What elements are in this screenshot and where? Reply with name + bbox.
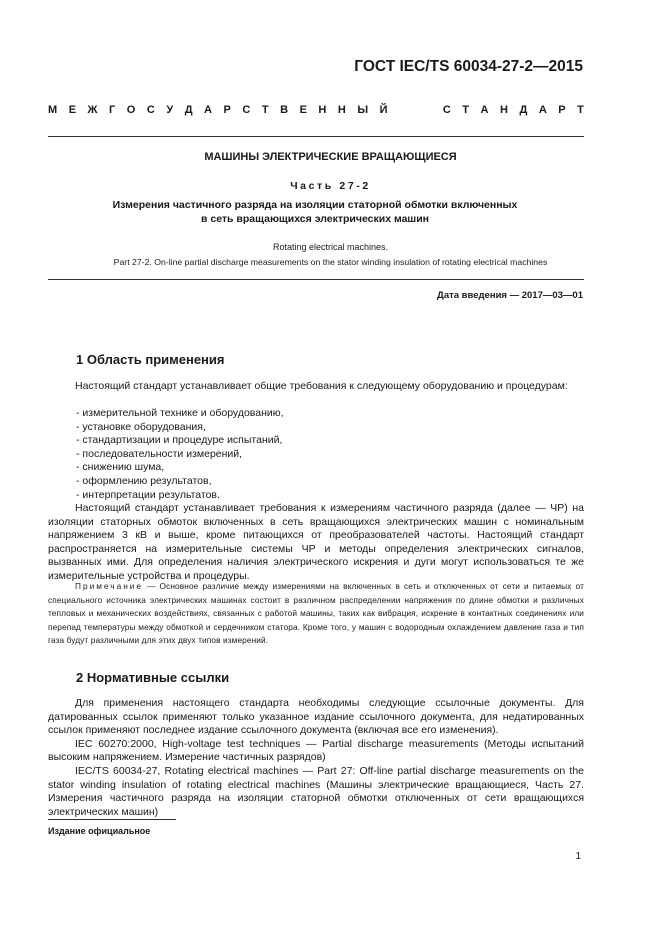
list-item: - установке оборудования, bbox=[76, 420, 206, 433]
banner-letter: Т bbox=[261, 104, 269, 116]
reference-item: IEC/TS 60034-27, Rotating electrical machines — Part 27: Off-line partial discharge measurements on the stator winding insulation of rotating electrical machines (Машины электрические вращающиеся, Часть 27. Измерения частичного разряда на изоляции статорной обмотки отключенных от сети вращающихся электрических машин) bbox=[48, 764, 584, 818]
banner-letter: Т bbox=[577, 104, 584, 116]
banner-letter: Р bbox=[223, 104, 231, 116]
part-number: Часть 27-2 bbox=[290, 180, 371, 192]
official-edition-label: Издание официальное bbox=[48, 826, 151, 836]
banner-letter: А bbox=[204, 104, 212, 116]
list-item: - стандартизации и процедуре испытаний, bbox=[76, 434, 283, 447]
banner-letter: А bbox=[480, 104, 489, 116]
subtitle-line: в сеть вращающихся электрических машин bbox=[200, 213, 429, 225]
banner-letter: Н bbox=[500, 104, 508, 116]
section-1-intro bbox=[48, 380, 584, 394]
note-label: Примечание bbox=[75, 581, 144, 591]
divider-top bbox=[48, 136, 584, 137]
banner-letter: Е bbox=[68, 104, 77, 116]
document-title: МАШИНЫ ЭЛЕКТРИЧЕСКИЕ ВРАЩАЮЩИЕСЯ bbox=[204, 151, 457, 163]
footnote-divider bbox=[48, 819, 176, 820]
subtitle-line: Измерения частичного разряда на изоляции статорной обмотки включенных bbox=[112, 199, 518, 211]
page-number: 1 bbox=[575, 851, 581, 862]
banner-letter: Ж bbox=[87, 104, 98, 116]
banner-letter bbox=[414, 104, 417, 116]
date-introduced: Дата введения — 2017—03—01 bbox=[437, 290, 583, 301]
banner-letter: Н bbox=[318, 104, 327, 116]
banner-letter: Й bbox=[379, 104, 388, 116]
banner-letter bbox=[428, 104, 431, 116]
section-1-heading: 1 Область применения bbox=[76, 352, 225, 367]
list-item: - последовательности измерений, bbox=[76, 447, 243, 460]
banner-letter: С bbox=[146, 104, 155, 116]
banner-letter: А bbox=[538, 104, 547, 116]
banner-letter: С bbox=[242, 104, 251, 116]
banner-letter: Д bbox=[519, 104, 528, 116]
banner-letter bbox=[399, 104, 402, 116]
scope-list bbox=[76, 407, 284, 502]
paragraph: Для применения настоящего стандарта необходимы следующие ссылочные документы. Для датированных ссылок применяют только указанное издание ссылочного документа, для недатированных ссылок применяют последнее издание ссылочного документа (включая все его изменения). bbox=[48, 697, 584, 737]
banner-letter: Р bbox=[558, 104, 566, 116]
note-text: — Основное различие между измерениями на включенных в сеть и отключенных от сети и питаемых от специального источника электрических машинах состоит в различном распределении напряжения по длине обмотки и различных тепловых и механических воздействиях, связанных с работой машины, таких как вибрация, искрение в контактных соединениях или перепад температуры между обмоткой и сердечником статора. Кроме того, у машин с водородным охлаждением давление газа и тип газа будут различными для этих двух типов измерений. bbox=[48, 581, 584, 645]
section-1-body bbox=[48, 502, 584, 584]
english-title-line: Rotating electrical machines. bbox=[272, 242, 389, 252]
banner-letter: Д bbox=[184, 104, 193, 116]
banner-letter: В bbox=[280, 104, 289, 116]
list-item: - измерительной технике и оборудованию, bbox=[76, 407, 284, 419]
banner-letter: О bbox=[126, 104, 136, 116]
section-2-body bbox=[48, 697, 584, 819]
banner-letter: С bbox=[442, 104, 451, 116]
list-item: - оформлению результатов, bbox=[76, 474, 212, 487]
banner-letter: Н bbox=[337, 104, 346, 116]
banner-letter: Т bbox=[462, 104, 470, 116]
banner-letter: Г bbox=[109, 104, 116, 116]
english-title-line: Part 27-2. On-line partial discharge measurements on the stator winding insulation of rotating electrical machines bbox=[113, 257, 548, 267]
list-item: - интерпретации результатов. bbox=[76, 488, 220, 501]
banner-letter: Е bbox=[299, 104, 307, 116]
paragraph: Настоящий стандарт устанавливает общие требования к следующему оборудованию и процедурам: bbox=[75, 380, 568, 392]
paragraph: Настоящий стандарт устанавливает требования к измерениям частичного разряда (далее — ЧР) на изоляции статорных обмоток включенных в сеть вращающихся электрических машин с номинальным напряжением 3 кВ и выше, кроме питающихся от преобразователей частоты. Настоящий стандарт распространяется на измерительные системы ЧР и методы определения электрических сигналов, вызванных ими. Для определения наличия электрического искрения и дуги могут использоваться те же измерительные устройства и процедуры. bbox=[48, 502, 584, 582]
list-item: - снижению шума, bbox=[76, 461, 165, 474]
banner-letter: У bbox=[166, 104, 174, 116]
note-block bbox=[48, 580, 584, 648]
interstate-standard-banner bbox=[48, 104, 584, 116]
reference-item: IEC 60270:2000, High-voltage test techniques — Partial discharge measurements (Методы испытаний высоким напряжением. Измерение частичных разрядов) bbox=[48, 737, 584, 764]
document-subtitle bbox=[60, 198, 570, 226]
section-2-heading: 2 Нормативные ссылки bbox=[76, 670, 230, 685]
banner-letter: М bbox=[48, 104, 58, 116]
banner-letter: Ы bbox=[357, 104, 369, 116]
divider-middle bbox=[48, 279, 584, 280]
standard-code: ГОСТ IEC/TS 60034-27-2—2015 bbox=[354, 58, 583, 75]
